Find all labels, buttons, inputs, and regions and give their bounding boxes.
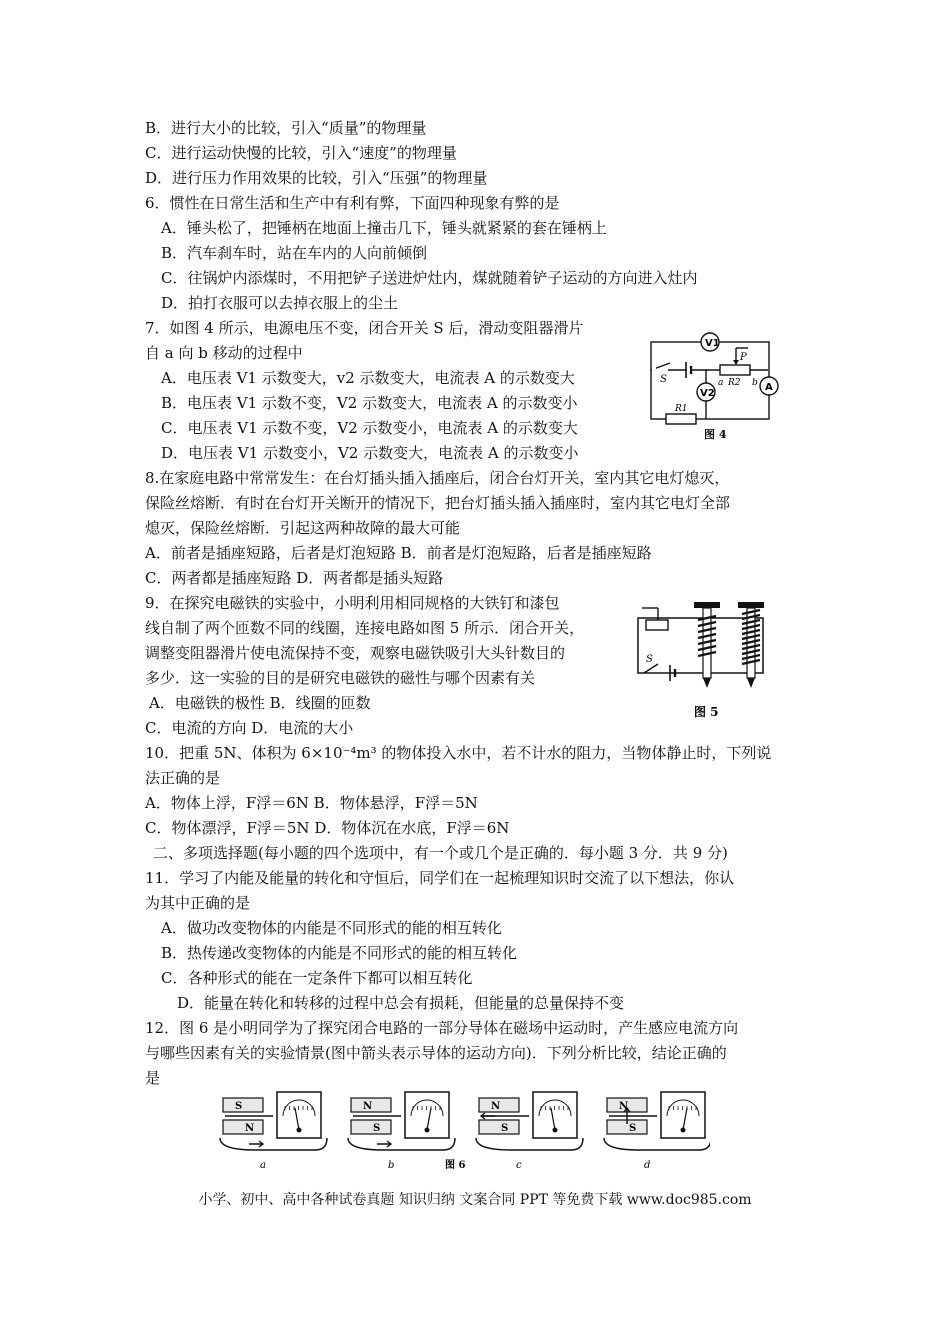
magnet-pole-label: N [491, 1101, 501, 1112]
figure-4-circuit [648, 330, 783, 445]
text-line: C．进行运动快慢的比较，引入“速度”的物理量 [145, 144, 457, 162]
text-line: A．锤头松了，把锤柄在地面上撞击几下，锤头就紧紧的套在锤柄上 [161, 219, 607, 237]
magnet-pole-label: N [619, 1101, 629, 1112]
text-line: C．各种形式的能在一定条件下都可以相互转化 [161, 969, 473, 987]
b-end-label: b [752, 378, 758, 388]
text-line: 调整变阻器滑片使电流保持不变，观察电磁铁吸引大头针数目的 [145, 644, 566, 662]
text-line: D．能量在转化和转移的过程中总会有损耗，但能量的总量保持不变 [177, 994, 625, 1012]
magnet-pole-label: S [235, 1101, 243, 1112]
text-line: 熄灭，保险丝熔断．引起这两种故障的最大可能 [145, 519, 461, 537]
induction-panel [476, 1092, 583, 1171]
text-line: 11．学习了内能及能量的转化和守恒后，同学们在一起梳理知识时交流了以下想法，你认 [145, 869, 735, 887]
panel-label: a [260, 1160, 266, 1171]
panel-label: b [388, 1160, 395, 1171]
text-line: 法正确的是 [145, 769, 221, 787]
p-label: P [740, 352, 747, 363]
text-line: A．做功改变物体的内能是不同形式的能的相互转化 [161, 919, 502, 937]
v2-label: V2 [700, 388, 715, 399]
text-line: 与哪些因素有关的实验情景(图中箭头表示导体的运动方向)．下列分析比较，结论正确的 [145, 1044, 727, 1062]
text-line: A．电磁铁的极性 B．线圈的匝数 [149, 694, 371, 712]
text-line: B．进行大小的比较，引入“质量”的物理量 [145, 119, 427, 137]
figure-5-electromagnets [632, 598, 792, 723]
text-line: 为其中正确的是 [145, 894, 251, 912]
text-line: 8.在家庭电路中常常发生：在台灯插头插入插座后，闭合台灯开关，室内其它电灯熄灭， [145, 469, 730, 487]
text-line: 多少．这一实验的目的是研究电磁铁的磁性与哪个因素有关 [145, 669, 536, 687]
text-line: 线自制了两个匝数不同的线圈，连接电路如图 5 所示．闭合开关， [145, 619, 585, 637]
text-line: 保险丝熔断．有时在台灯开关断开的情况下，把台灯插头插入插座时，室内其它电灯全部 [145, 494, 731, 512]
text-line: 二、多项选择题(每小题的四个选项中，有一个或几个是正确的．每小题 3 分．共 9 分) [153, 844, 728, 862]
text-line: 6．惯性在日常生活和生产中有利有弊，下面四种现象有弊的是 [145, 194, 560, 212]
text-line: B．热传递改变物体的内能是不同形式的能的相互转化 [161, 944, 518, 962]
text-line: B．电压表 V1 示数不变，V2 示数变大，电流表 A 的示数变小 [161, 394, 578, 412]
magnet-pole-label: N [245, 1123, 255, 1134]
s-label: S [646, 654, 653, 665]
figure-6-induction [215, 1086, 710, 1182]
text-line: A．电压表 V1 示数变大，v2 示数变大，电流表 A 的示数变大 [161, 369, 575, 387]
magnet-pole-label: N [363, 1101, 373, 1112]
magnet-pole-label: S [373, 1123, 381, 1134]
magnet-pole-label: S [629, 1123, 637, 1134]
text-line: B．汽车刹车时，站在车内的人向前倾倒 [161, 244, 428, 262]
text-line: 是 [145, 1069, 161, 1087]
text-line: 12．图 6 是小明同学为了探究闭合电路的一部分导体在磁场中运动时，产生感应电流方向 [145, 1019, 739, 1037]
induction-panel [348, 1092, 455, 1171]
figure-4-caption: 图 4 [704, 428, 727, 441]
figure-5-caption: 图 5 [694, 705, 719, 719]
text-line: C．电压表 V1 示数不变，V2 示数变小，电流表 A 的示数变大 [161, 419, 578, 437]
s-label: S [660, 374, 667, 385]
figure-6-caption: 图 6 [445, 1160, 466, 1171]
r1-label: R1 [675, 404, 688, 414]
text-line: C．电流的方向 D．电流的大小 [145, 719, 354, 737]
a-end-label: a [718, 378, 724, 388]
text-line: 9．在探究电磁铁的实验中，小明利用相同规格的大铁钉和漆包 [145, 594, 560, 612]
page-footer: 小学、初中、高中各种试卷真题 知识归纳 文案合同 PPT 等免费下载 www.doc985.com [198, 1192, 752, 1208]
text-line: C．物体漂浮，F浮＝5N D．物体沉在水底，F浮＝6N [145, 819, 510, 837]
induction-panel [220, 1092, 327, 1171]
text-line: 7．如图 4 所示，电源电压不变，闭合开关 S 后，滑动变阻器滑片 [145, 319, 584, 337]
v1-label: V1 [705, 338, 720, 349]
induction-panel [604, 1092, 710, 1171]
magnet-pole-label: S [501, 1123, 509, 1134]
text-line: D．进行压力作用效果的比较，引入“压强”的物理量 [145, 169, 488, 187]
r2-label: R2 [728, 378, 741, 388]
text-line: C．两者都是插座短路 D．两者都是插头短路 [145, 569, 444, 587]
panel-label: c [516, 1160, 522, 1171]
text-line: 自 a 向 b 移动的过程中 [145, 344, 303, 362]
text-line: 10．把重 5N、体积为 6×10⁻⁴m³ 的物体投入水中，若不计水的阻力，当物体静止时，下列说 [145, 744, 772, 762]
text-line: D．电压表 V1 示数变小，V2 示数变大，电流表 A 的示数变小 [161, 444, 579, 462]
text-line: D．拍打衣服可以去掉衣服上的尘土 [161, 294, 399, 312]
text-line: A．物体上浮，F浮＝6N B．物体悬浮，F浮＝5N [145, 794, 478, 812]
a-meter-label: A [765, 382, 773, 393]
text-line: C．往锅炉内添煤时，不用把铲子送进炉灶内，煤就随着铲子运动的方向进入灶内 [161, 269, 698, 287]
text-line: A．前者是插座短路，后者是灯泡短路 B．前者是灯泡短路，后者是插座短路 [145, 544, 652, 562]
panel-label: d [644, 1160, 651, 1171]
